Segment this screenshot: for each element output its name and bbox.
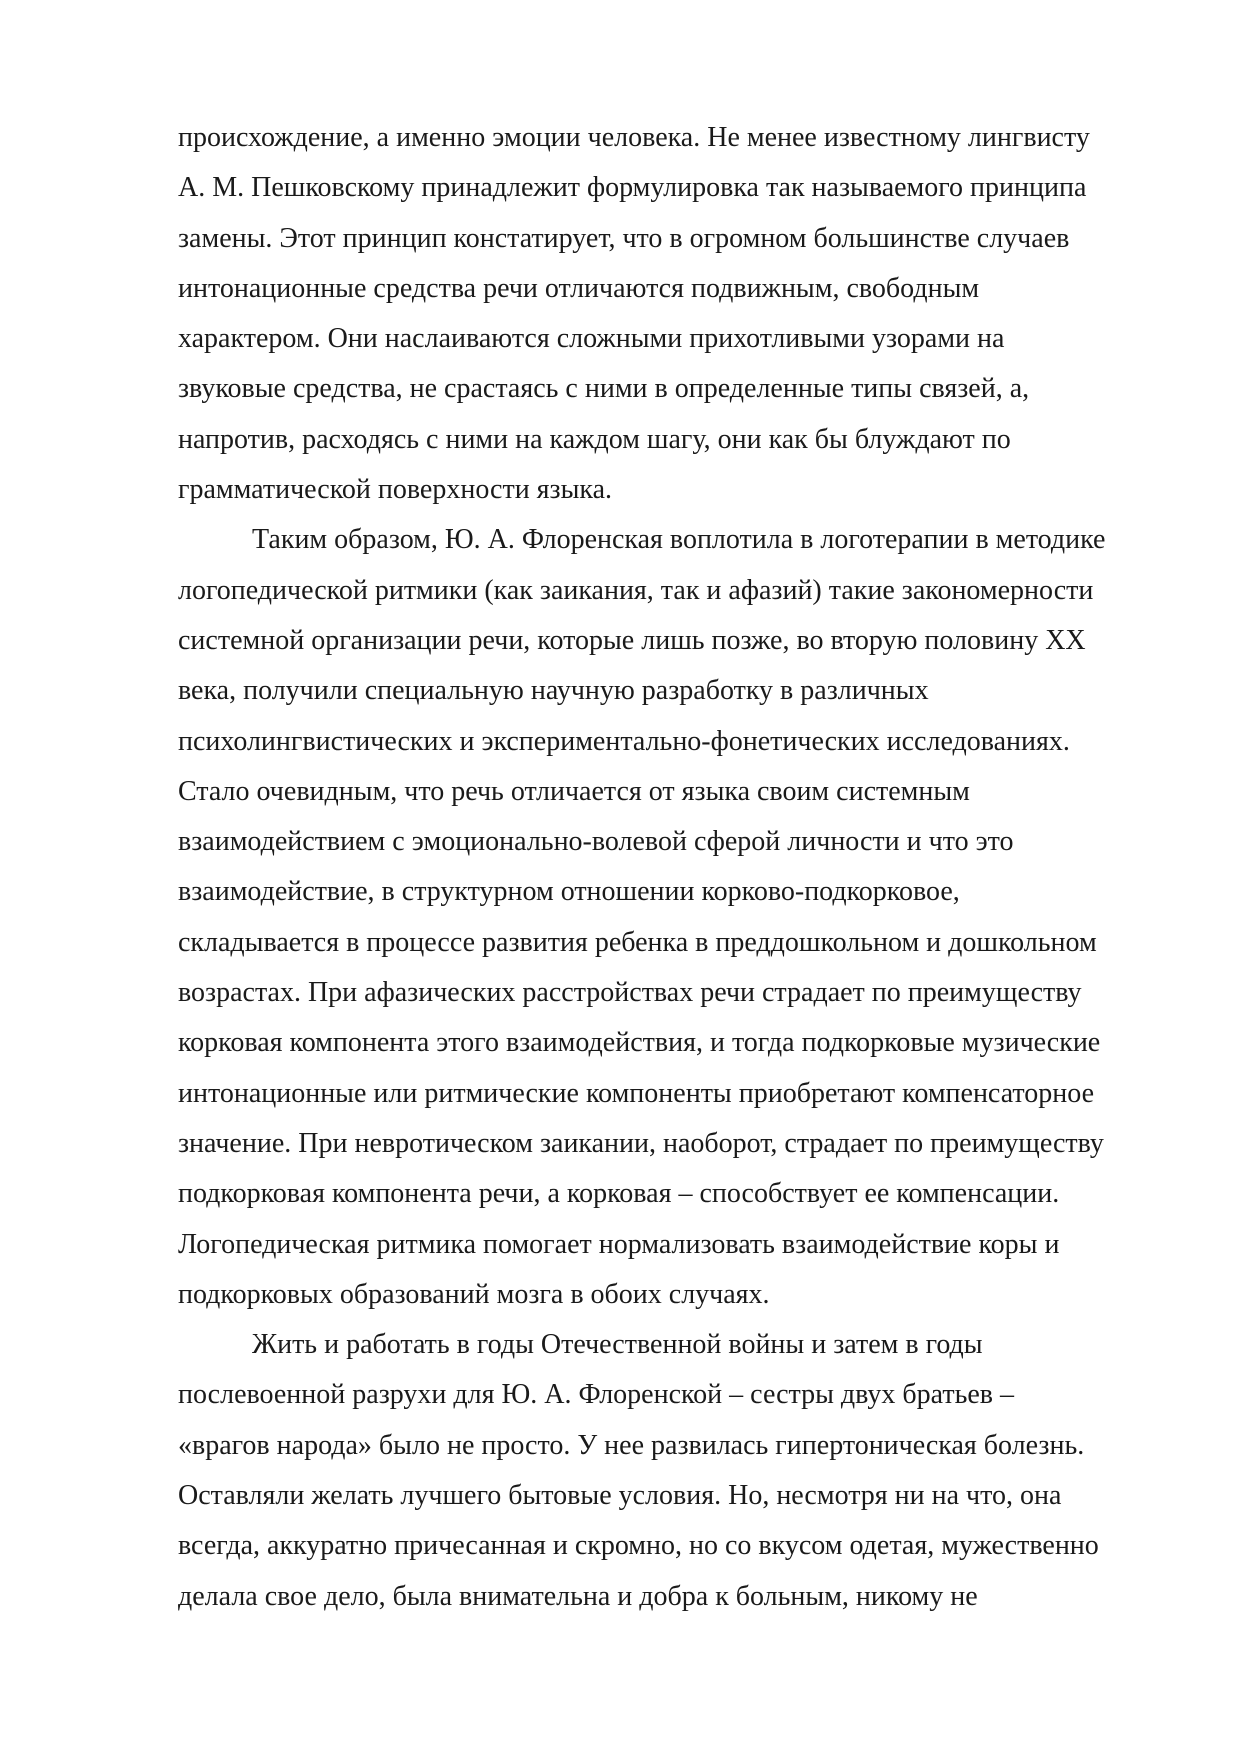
text-line: Оставляли желать лучшего бытовые условия. Но, несмотря ни на что, она	[178, 1480, 1062, 1512]
text-line: Жить и работать в годы Отечественной войны и затем в годы	[252, 1329, 983, 1361]
text-line: корковая компонента этого взаимодействия, и тогда подкорковые музические	[178, 1027, 1101, 1059]
text-line: интонационные средства речи отличаются подвижным, свободным	[178, 272, 980, 304]
text-line: подкорковая компонента речи, а корковая – способствует ее компенсации.	[178, 1178, 1060, 1210]
text-line: послевоенной разрухи для Ю. А. Флоренской – сестры двух братьев –	[178, 1379, 1014, 1411]
text-line: Таким образом, Ю. А. Флоренская воплотила в логотерапии в методике	[252, 524, 1106, 556]
text-line: подкорковых образований мозга в обоих случаях.	[178, 1278, 770, 1310]
text-line: значение. При невротическом заикании, наоборот, страдает по преимуществу	[178, 1127, 1104, 1159]
text-line: происхождение, а именно эмоции человека. Не менее известному лингвисту	[178, 122, 1090, 153]
text-line: интонационные или ритмические компоненты приобретают компенсаторное	[178, 1077, 1095, 1109]
text-line: системной организации речи, которые лишь позже, во вторую половину XX	[178, 624, 1086, 656]
text-line: складывается в процессе развития ребенка в преддошкольном и дошкольном	[178, 926, 1097, 958]
text-line: замены. Этот принцип констатирует, что в огромном большинстве случаев	[178, 222, 1070, 254]
text-line: Стало очевидным, что речь отличается от языка своим системным	[178, 775, 970, 807]
text-line: грамматической поверхности языка.	[178, 474, 613, 506]
text-line: «врагов народа» было не просто. У нее развилась гипертоническая болезнь.	[178, 1429, 1085, 1461]
text-line: А. М. Пешковскому принадлежит формулировка так называемого принципа	[178, 172, 1087, 204]
text-line: напротив, расходясь с ними на каждом шагу, они как бы блуждают по	[178, 423, 1011, 455]
paragraph	[178, 515, 1158, 1320]
text-line: логопедической ритмики (как заикания, так и афазий) такие закономерности	[178, 574, 1094, 606]
paragraph	[178, 113, 1158, 515]
text-line: психолингвистических и экспериментально-фонетических исследованиях.	[178, 725, 1070, 757]
text-line: Логопедическая ритмика помогает нормализовать взаимодействие коры и	[178, 1228, 1060, 1260]
text-line: века, получили специальную научную разработку в различных	[178, 675, 929, 707]
text-line: характером. Они наслаиваются сложными прихотливыми узорами на	[178, 323, 1005, 355]
text-line: звуковые средства, не срастаясь с ними в определенные типы связей, а,	[178, 373, 1030, 405]
text-line: всегда, аккуратно причесанная и скромно, но со вкусом одетая, мужественно	[178, 1530, 1099, 1562]
text-line: взаимодействием с эмоционально-волевой сферой личности и что это	[178, 826, 1014, 858]
paragraph	[178, 1320, 1158, 1622]
body-text	[178, 113, 1158, 1622]
text-line: делала свое дело, была внимательна и добра к больным, никому не	[178, 1580, 978, 1612]
text-line: возрастах. При афазических расстройствах речи страдает по преимуществу	[178, 977, 1082, 1009]
text-line: взаимодействие, в структурном отношении корково-подкорковое,	[178, 876, 960, 908]
